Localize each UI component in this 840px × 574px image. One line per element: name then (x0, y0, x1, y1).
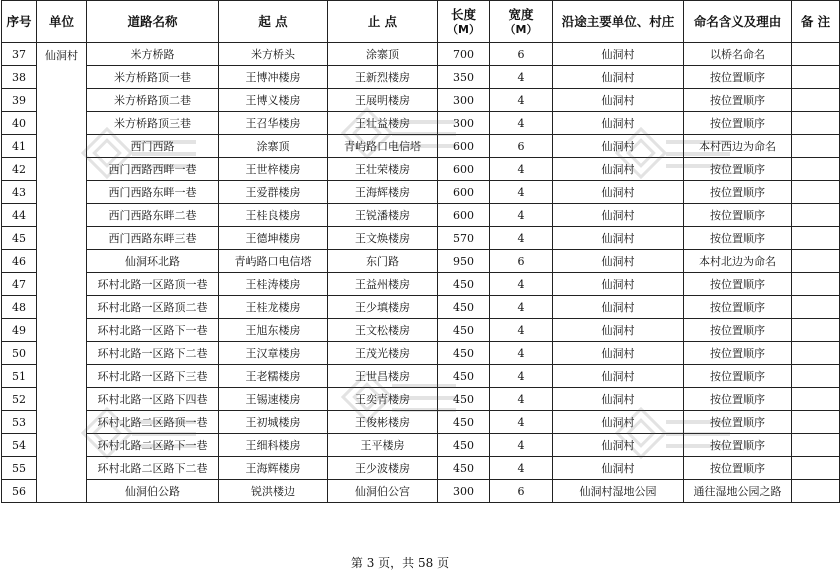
cell-remark (792, 135, 840, 158)
table-row (2, 342, 840, 365)
cell-start-point: 王桂涛楼房 (219, 273, 328, 296)
cell-start-point: 王爱群楼房 (219, 181, 328, 204)
table-body (2, 43, 840, 503)
cell-road-name: 环村北路二区路下一巷 (87, 434, 219, 457)
cell-road-name: 环村北路二区路下二巷 (87, 457, 219, 480)
table-row (2, 388, 840, 411)
cell-start-point: 王细科楼房 (219, 434, 328, 457)
cell-start-point: 王老糯楼房 (219, 365, 328, 388)
cell-start-point: 王桂龙楼房 (219, 296, 328, 319)
cell-naming-meaning: 以桥名命名 (684, 43, 792, 66)
cell-along-units: 仙洞村 (553, 66, 684, 89)
cell-along-units: 仙洞村 (553, 342, 684, 365)
cell-road-name: 环村北路一区路下三巷 (87, 365, 219, 388)
cell-end-point: 王奕青楼房 (328, 388, 438, 411)
cell-width: 4 (490, 365, 553, 388)
cell-no: 48 (2, 296, 37, 319)
cell-end-point: 王少填楼房 (328, 296, 438, 319)
cell-road-name: 环村北路一区路顶一巷 (87, 273, 219, 296)
cell-remark (792, 434, 840, 457)
cell-naming-meaning: 按位置顺序 (684, 365, 792, 388)
cell-road-name: 米方桥路顶二巷 (87, 89, 219, 112)
cell-naming-meaning: 按位置顺序 (684, 434, 792, 457)
cell-road-name: 仙洞环北路 (87, 250, 219, 273)
cell-naming-meaning: 按位置顺序 (684, 227, 792, 250)
cell-length: 600 (438, 135, 490, 158)
cell-naming-meaning: 本村西边为命名 (684, 135, 792, 158)
cell-naming-meaning: 按位置顺序 (684, 204, 792, 227)
cell-remark (792, 365, 840, 388)
cell-no: 41 (2, 135, 37, 158)
cell-along-units: 仙洞村 (553, 135, 684, 158)
cell-along-units: 仙洞村 (553, 388, 684, 411)
table-row (2, 66, 840, 89)
table-row (2, 158, 840, 181)
cell-along-units: 仙洞村 (553, 319, 684, 342)
cell-length: 700 (438, 43, 490, 66)
table-row (2, 204, 840, 227)
table-row (2, 365, 840, 388)
cell-road-name: 仙洞伯公路 (87, 480, 219, 503)
cell-start-point: 王锡速楼房 (219, 388, 328, 411)
cell-width: 4 (490, 319, 553, 342)
table-row (2, 411, 840, 434)
cell-naming-meaning: 按位置顺序 (684, 388, 792, 411)
cell-along-units: 仙洞村湿地公园 (553, 480, 684, 503)
table-row (2, 480, 840, 503)
cell-no: 39 (2, 89, 37, 112)
cell-remark (792, 388, 840, 411)
cell-remark (792, 43, 840, 66)
cell-width: 4 (490, 388, 553, 411)
cell-no: 38 (2, 66, 37, 89)
cell-width: 4 (490, 112, 553, 135)
cell-length: 450 (438, 365, 490, 388)
cell-along-units: 仙洞村 (553, 227, 684, 250)
cell-width: 6 (490, 480, 553, 503)
cell-no: 42 (2, 158, 37, 181)
cell-length: 450 (438, 457, 490, 480)
cell-width: 4 (490, 89, 553, 112)
table-row (2, 250, 840, 273)
cell-length: 300 (438, 480, 490, 503)
cell-remark (792, 204, 840, 227)
cell-end-point: 青屿路口电信塔 (328, 135, 438, 158)
cell-end-point: 王文松楼房 (328, 319, 438, 342)
cell-road-name: 西门西路东畔二巷 (87, 204, 219, 227)
cell-width: 4 (490, 181, 553, 204)
header-length-label: 长度 (450, 6, 476, 22)
cell-road-name: 环村北路二区路顶一巷 (87, 411, 219, 434)
table-row (2, 434, 840, 457)
cell-length: 600 (438, 181, 490, 204)
cell-no: 47 (2, 273, 37, 296)
cell-no: 43 (2, 181, 37, 204)
cell-end-point: 王俊彬楼房 (328, 411, 438, 434)
cell-road-name: 西门西路 (87, 135, 219, 158)
cell-start-point: 青屿路口电信塔 (219, 250, 328, 273)
cell-end-point: 王少波楼房 (328, 457, 438, 480)
cell-along-units: 仙洞村 (553, 296, 684, 319)
cell-width: 4 (490, 273, 553, 296)
cell-width: 4 (490, 227, 553, 250)
cell-no: 51 (2, 365, 37, 388)
cell-along-units: 仙洞村 (553, 89, 684, 112)
cell-end-point: 王锐潘楼房 (328, 204, 438, 227)
cell-naming-meaning: 按位置顺序 (684, 112, 792, 135)
table-row (2, 112, 840, 135)
table-row (2, 296, 840, 319)
header-no: 序号 (2, 1, 37, 43)
cell-along-units: 仙洞村 (553, 158, 684, 181)
cell-remark (792, 89, 840, 112)
cell-width: 4 (490, 457, 553, 480)
cell-length: 450 (438, 342, 490, 365)
cell-no: 54 (2, 434, 37, 457)
table-header-row (2, 1, 840, 43)
cell-start-point: 王初城楼房 (219, 411, 328, 434)
table-row (2, 43, 840, 66)
table-row (2, 457, 840, 480)
cell-width: 6 (490, 43, 553, 66)
cell-length: 950 (438, 250, 490, 273)
cell-start-point: 锐洪楼边 (219, 480, 328, 503)
cell-naming-meaning: 按位置顺序 (684, 273, 792, 296)
road-naming-table (1, 0, 840, 503)
cell-no: 46 (2, 250, 37, 273)
cell-along-units: 仙洞村 (553, 273, 684, 296)
cell-start-point: 王召华楼房 (219, 112, 328, 135)
cell-along-units: 仙洞村 (553, 365, 684, 388)
cell-start-point: 王旭东楼房 (219, 319, 328, 342)
cell-width: 4 (490, 434, 553, 457)
cell-naming-meaning: 通往湿地公园之路 (684, 480, 792, 503)
cell-remark (792, 480, 840, 503)
cell-naming-meaning: 按位置顺序 (684, 411, 792, 434)
cell-naming-meaning: 按位置顺序 (684, 181, 792, 204)
cell-road-name: 环村北路一区路顶二巷 (87, 296, 219, 319)
cell-length: 350 (438, 66, 490, 89)
cell-end-point: 王世昌楼房 (328, 365, 438, 388)
cell-no: 40 (2, 112, 37, 135)
header-length (438, 1, 490, 43)
cell-remark (792, 181, 840, 204)
cell-along-units: 仙洞村 (553, 181, 684, 204)
cell-width: 4 (490, 66, 553, 89)
cell-width: 4 (490, 158, 553, 181)
table-row (2, 181, 840, 204)
cell-end-point: 东门路 (328, 250, 438, 273)
cell-no: 44 (2, 204, 37, 227)
cell-end-point: 王益州楼房 (328, 273, 438, 296)
header-road-name: 道路名称 (87, 1, 219, 43)
header-start-point: 起 点 (219, 1, 328, 43)
cell-end-point: 涂寨顶 (328, 43, 438, 66)
cell-remark (792, 66, 840, 89)
cell-no: 45 (2, 227, 37, 250)
cell-end-point: 王茂光楼房 (328, 342, 438, 365)
table-row (2, 135, 840, 158)
cell-no: 50 (2, 342, 37, 365)
cell-start-point: 王海辉楼房 (219, 457, 328, 480)
cell-naming-meaning: 按位置顺序 (684, 319, 792, 342)
cell-remark (792, 158, 840, 181)
cell-end-point: 王平楼房 (328, 434, 438, 457)
header-width-unit: （M） (504, 22, 538, 36)
cell-naming-meaning: 本村北边为命名 (684, 250, 792, 273)
cell-end-point: 王壮荣楼房 (328, 158, 438, 181)
cell-length: 450 (438, 388, 490, 411)
cell-road-name: 米方桥路顶一巷 (87, 66, 219, 89)
cell-end-point: 王展明楼房 (328, 89, 438, 112)
cell-no: 55 (2, 457, 37, 480)
cell-road-name: 环村北路一区路下二巷 (87, 342, 219, 365)
header-naming-meaning: 命名含义及理由 (684, 1, 792, 43)
table-row (2, 273, 840, 296)
cell-no: 53 (2, 411, 37, 434)
cell-remark (792, 250, 840, 273)
cell-length: 570 (438, 227, 490, 250)
cell-remark (792, 112, 840, 135)
cell-no: 56 (2, 480, 37, 503)
header-end-point: 止 点 (328, 1, 438, 43)
header-width (490, 1, 553, 43)
table-row (2, 89, 840, 112)
cell-end-point: 王海辉楼房 (328, 181, 438, 204)
page-number-footer: 第 3 页，共 58 页 (350, 556, 450, 570)
cell-end-point: 仙洞伯公宫 (328, 480, 438, 503)
cell-start-point: 王世梓楼房 (219, 158, 328, 181)
cell-remark (792, 457, 840, 480)
cell-naming-meaning: 按位置顺序 (684, 89, 792, 112)
cell-naming-meaning: 按位置顺序 (684, 342, 792, 365)
cell-length: 600 (438, 158, 490, 181)
cell-start-point: 王汉章楼房 (219, 342, 328, 365)
cell-width: 4 (490, 342, 553, 365)
cell-end-point: 王新烈楼房 (328, 66, 438, 89)
cell-end-point: 王壮益楼房 (328, 112, 438, 135)
cell-along-units: 仙洞村 (553, 411, 684, 434)
cell-along-units: 仙洞村 (553, 434, 684, 457)
cell-length: 450 (438, 319, 490, 342)
header-unit: 单位 (37, 1, 87, 43)
cell-no: 37 (2, 43, 37, 66)
cell-length: 450 (438, 296, 490, 319)
cell-remark (792, 411, 840, 434)
cell-naming-meaning: 按位置顺序 (684, 158, 792, 181)
table-row (2, 319, 840, 342)
cell-length: 300 (438, 89, 490, 112)
cell-road-name: 米方桥路顶三巷 (87, 112, 219, 135)
cell-length: 600 (438, 204, 490, 227)
cell-no: 52 (2, 388, 37, 411)
cell-along-units: 仙洞村 (553, 250, 684, 273)
header-along-units: 沿途主要单位、村庄 (553, 1, 684, 43)
cell-road-name: 环村北路一区路下一巷 (87, 319, 219, 342)
cell-start-point: 王博冲楼房 (219, 66, 328, 89)
cell-width: 4 (490, 204, 553, 227)
cell-length: 450 (438, 273, 490, 296)
cell-road-name: 环村北路一区路下四巷 (87, 388, 219, 411)
header-remark: 备 注 (792, 1, 840, 43)
cell-road-name: 西门西路西畔一巷 (87, 158, 219, 181)
header-length-unit: （M） (447, 22, 480, 36)
cell-length: 450 (438, 434, 490, 457)
cell-length: 300 (438, 112, 490, 135)
cell-remark (792, 296, 840, 319)
cell-end-point: 王文焕楼房 (328, 227, 438, 250)
cell-start-point: 涂寨顶 (219, 135, 328, 158)
cell-naming-meaning: 按位置顺序 (684, 296, 792, 319)
cell-width: 4 (490, 296, 553, 319)
cell-start-point: 王德坤楼房 (219, 227, 328, 250)
cell-along-units: 仙洞村 (553, 43, 684, 66)
cell-remark (792, 227, 840, 250)
cell-naming-meaning: 按位置顺序 (684, 66, 792, 89)
cell-road-name: 西门西路东畔一巷 (87, 181, 219, 204)
cell-remark (792, 342, 840, 365)
table-row (2, 227, 840, 250)
cell-along-units: 仙洞村 (553, 457, 684, 480)
cell-start-point: 王博义楼房 (219, 89, 328, 112)
cell-length: 450 (438, 411, 490, 434)
cell-unit: 仙洞村 (37, 43, 87, 503)
cell-remark (792, 319, 840, 342)
cell-start-point: 王桂良楼房 (219, 204, 328, 227)
cell-along-units: 仙洞村 (553, 204, 684, 227)
cell-width: 6 (490, 250, 553, 273)
cell-remark (792, 273, 840, 296)
cell-no: 49 (2, 319, 37, 342)
cell-width: 4 (490, 411, 553, 434)
cell-naming-meaning: 按位置顺序 (684, 457, 792, 480)
cell-road-name: 西门西路东畔三巷 (87, 227, 219, 250)
cell-road-name: 米方桥路 (87, 43, 219, 66)
header-width-label: 宽度 (508, 6, 534, 22)
cell-width: 6 (490, 135, 553, 158)
cell-start-point: 米方桥头 (219, 43, 328, 66)
cell-along-units: 仙洞村 (553, 112, 684, 135)
